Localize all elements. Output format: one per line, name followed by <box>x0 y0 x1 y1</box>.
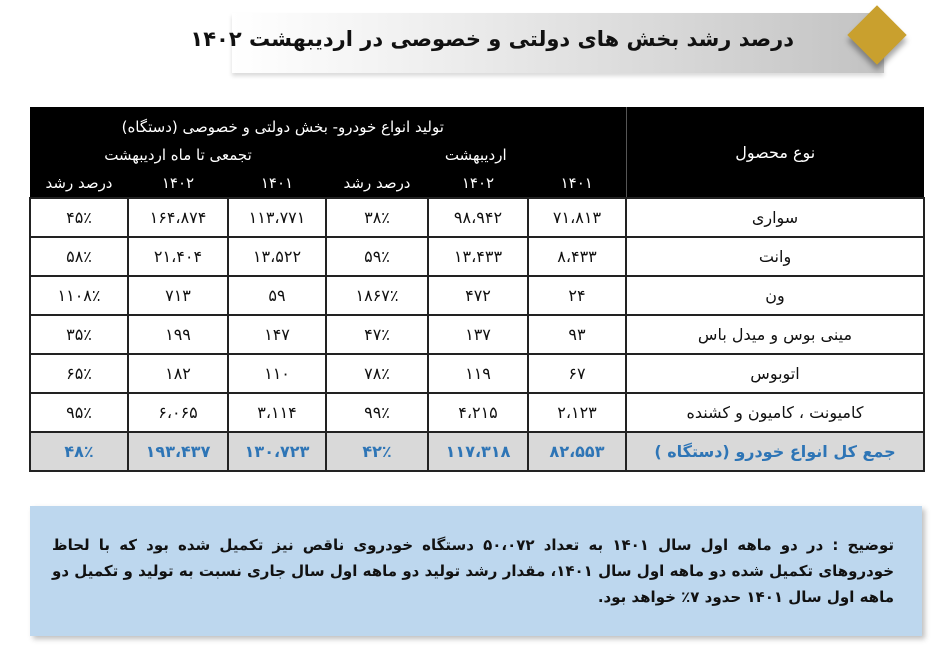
period-header-cumulative: تجمعی تا ماه اردیبهشت <box>30 141 326 169</box>
month-1402: ۱۳۷ <box>428 315 528 354</box>
month-1401: ۸،۴۳۳ <box>528 237 626 276</box>
product-name: کامیونت ، کامیون و کشنده <box>626 393 924 432</box>
table-group-title: تولید انواع خودرو- بخش دولتی و خصوصی (دستگاه) <box>30 107 626 141</box>
product-name: وانت <box>626 237 924 276</box>
cum-1401: ۱۱۳،۷۷۱ <box>228 198 326 237</box>
subheader-month-1402: ۱۴۰۲ <box>428 169 528 198</box>
month-1401: ۶۷ <box>528 354 626 393</box>
month-1401: ۲،۱۲۳ <box>528 393 626 432</box>
table-row <box>30 354 924 393</box>
period-header-month: اردیبهشت <box>326 141 626 169</box>
total-month-1401: ۸۲،۵۵۳ <box>528 432 626 471</box>
cum-1401: ۳،۱۱۴ <box>228 393 326 432</box>
cum-growth: ۶۵٪ <box>30 354 128 393</box>
cum-growth: ۹۵٪ <box>30 393 128 432</box>
month-1401: ۷۱،۸۱۳ <box>528 198 626 237</box>
total-month-growth: ۴۲٪ <box>326 432 428 471</box>
cum-1402: ۱۹۹ <box>128 315 228 354</box>
month-growth: ۷۸٪ <box>326 354 428 393</box>
month-growth: ۵۹٪ <box>326 237 428 276</box>
product-column-header: نوع محصول <box>626 107 924 198</box>
total-month-1402: ۱۱۷،۳۱۸ <box>428 432 528 471</box>
table-row <box>30 276 924 315</box>
month-1402: ۴۷۲ <box>428 276 528 315</box>
cum-1401: ۱۴۷ <box>228 315 326 354</box>
total-cum-1402: ۱۹۳،۴۳۷ <box>128 432 228 471</box>
note-text: توضیح : در دو ماهه اول سال ۱۴۰۱ به تعداد ۵۰،۰۷۲ دستگاه خودروی ناقص نیز تکمیل شده بود که با لحاظ خودروهای تکمیل شده دو ماهه اول سال ۱۴۰۱، مقدار رشد تولید دو ماهه اول سال جاری نسبت به تولید و تکمیل دو ماهه اول سال ۱۴۰۱ حدود ۷٪ خواهد بود. <box>52 536 895 606</box>
subheader-cum-1402: ۱۴۰۲ <box>128 169 228 198</box>
table-row <box>30 393 924 432</box>
cum-1402: ۶،۰۶۵ <box>128 393 228 432</box>
total-row <box>30 432 924 471</box>
table-row <box>30 198 924 237</box>
month-1402: ۱۳،۴۳۳ <box>428 237 528 276</box>
month-growth: ۳۸٪ <box>326 198 428 237</box>
subheader-month-1401: ۱۴۰۱ <box>528 169 626 198</box>
total-label: جمع کل انواع خودرو (دستگاه ) <box>626 432 924 471</box>
cum-growth: ۳۵٪ <box>30 315 128 354</box>
total-cum-growth: ۴۸٪ <box>30 432 128 471</box>
table-row <box>30 237 924 276</box>
cum-1401: ۱۱۰ <box>228 354 326 393</box>
month-1401: ۲۴ <box>528 276 626 315</box>
table-row <box>30 315 924 354</box>
cum-1402: ۲۱،۴۰۴ <box>128 237 228 276</box>
production-table <box>29 107 925 472</box>
month-growth: ۱۸۶۷٪ <box>326 276 428 315</box>
cum-growth: ۵۸٪ <box>30 237 128 276</box>
cum-growth: ۱۱۰۸٪ <box>30 276 128 315</box>
product-name: سواری <box>626 198 924 237</box>
cum-1402: ۱۸۲ <box>128 354 228 393</box>
month-growth: ۴۷٪ <box>326 315 428 354</box>
month-1402: ۹۸،۹۴۲ <box>428 198 528 237</box>
product-name: ون <box>626 276 924 315</box>
subheader-cum-1401: ۱۴۰۱ <box>228 169 326 198</box>
month-1401: ۹۳ <box>528 315 626 354</box>
cum-1402: ۱۶۴،۸۷۴ <box>128 198 228 237</box>
month-1402: ۴،۲۱۵ <box>428 393 528 432</box>
subheader-month-growth: درصد رشد <box>326 169 428 198</box>
cum-growth: ۴۵٪ <box>30 198 128 237</box>
subheader-cum-growth: درصد رشد <box>30 169 128 198</box>
product-name: اتوبوس <box>626 354 924 393</box>
cum-1401: ۵۹ <box>228 276 326 315</box>
title-banner <box>190 13 884 73</box>
total-cum-1401: ۱۳۰،۷۲۳ <box>228 432 326 471</box>
cum-1401: ۱۳،۵۲۲ <box>228 237 326 276</box>
note-box <box>30 506 922 636</box>
product-name: مینی بوس و میدل باس <box>626 315 924 354</box>
month-1402: ۱۱۹ <box>428 354 528 393</box>
month-growth: ۹۹٪ <box>326 393 428 432</box>
page-title: درصد رشد بخش های دولتی و خصوصی در اردیبهشت ۱۴۰۲ <box>190 27 794 51</box>
cum-1402: ۷۱۳ <box>128 276 228 315</box>
